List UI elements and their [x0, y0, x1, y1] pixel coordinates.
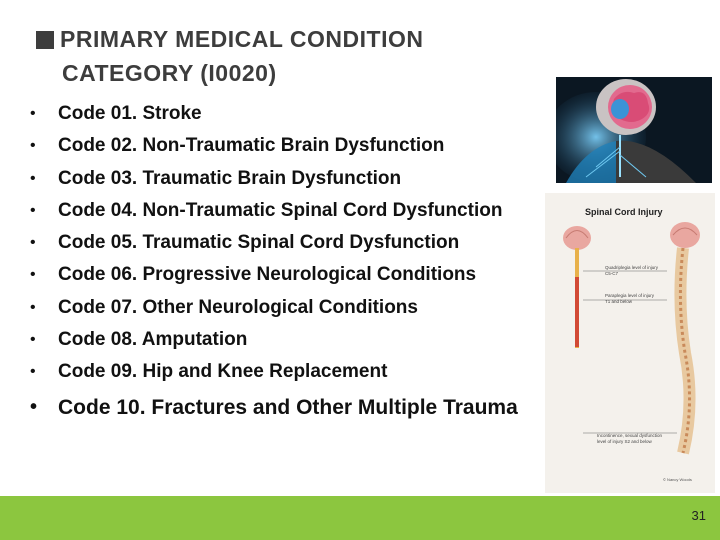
- code-list: [30, 98, 590, 420]
- slide-title: [36, 22, 556, 90]
- list-item-large: • Code 10. Fractures and Other Multiple Trauma: [30, 395, 518, 419]
- bullet-dot-icon: •: [30, 201, 36, 219]
- copyright-note: © Nancy Woods: [663, 477, 692, 482]
- nervous-system-image: [556, 77, 712, 183]
- bullet-dot-icon: •: [30, 234, 36, 252]
- title-line-2: CATEGORY (I0020): [62, 60, 277, 86]
- bullet-dot-icon: •: [30, 266, 36, 284]
- list-item: • Code 08. Amputation: [30, 324, 590, 356]
- spine-illustration: [545, 193, 715, 493]
- title-line-1: PRIMARY MEDICAL CONDITION: [60, 26, 424, 52]
- list-item: • Code 03. Traumatic Brain Dysfunction: [30, 163, 590, 195]
- bullet-dot-icon: •: [30, 331, 36, 349]
- bullet-dot-icon: •: [30, 363, 36, 381]
- list-item: • Code 07. Other Neurological Conditions: [30, 292, 590, 324]
- incontinence-note: Incontinence, sexual dysfunction level of injury S2 and below: [597, 433, 663, 444]
- list-item: • Code 04. Non-Traumatic Spinal Cord Dysfunction: [30, 195, 590, 227]
- bullet-dot-icon: •: [30, 137, 36, 155]
- list-item: • Code 06. Progressive Neurological Conditions: [30, 259, 590, 291]
- bullet-dot-icon: •: [30, 298, 36, 316]
- bullet-dot-icon: •: [30, 169, 36, 187]
- paraplegia-note: Paraplegia level of injury T1 and below: [605, 293, 655, 304]
- spinal-cord-injury-figure: [545, 193, 715, 493]
- list-item: • Code 02. Non-Traumatic Brain Dysfunction: [30, 130, 590, 162]
- title-square-bullet-icon: [36, 31, 54, 49]
- bullet-dot-icon: •: [30, 395, 38, 418]
- bullet-dot-icon: •: [30, 105, 36, 122]
- page-number: 31: [691, 508, 706, 523]
- list-item: • Code 01. Stroke: [30, 98, 590, 130]
- list-item: • Code 09. Hip and Knee Replacement: [30, 356, 590, 388]
- nervous-system-illustration: [556, 77, 712, 183]
- quadriplegia-note: Quadriplegia level of injury C5-C7: [605, 265, 659, 276]
- list-item: • Code 05. Traumatic Spinal Cord Dysfunction: [30, 227, 590, 259]
- figure-title: Spinal Cord Injury: [585, 207, 663, 217]
- footer-bar: [0, 496, 720, 540]
